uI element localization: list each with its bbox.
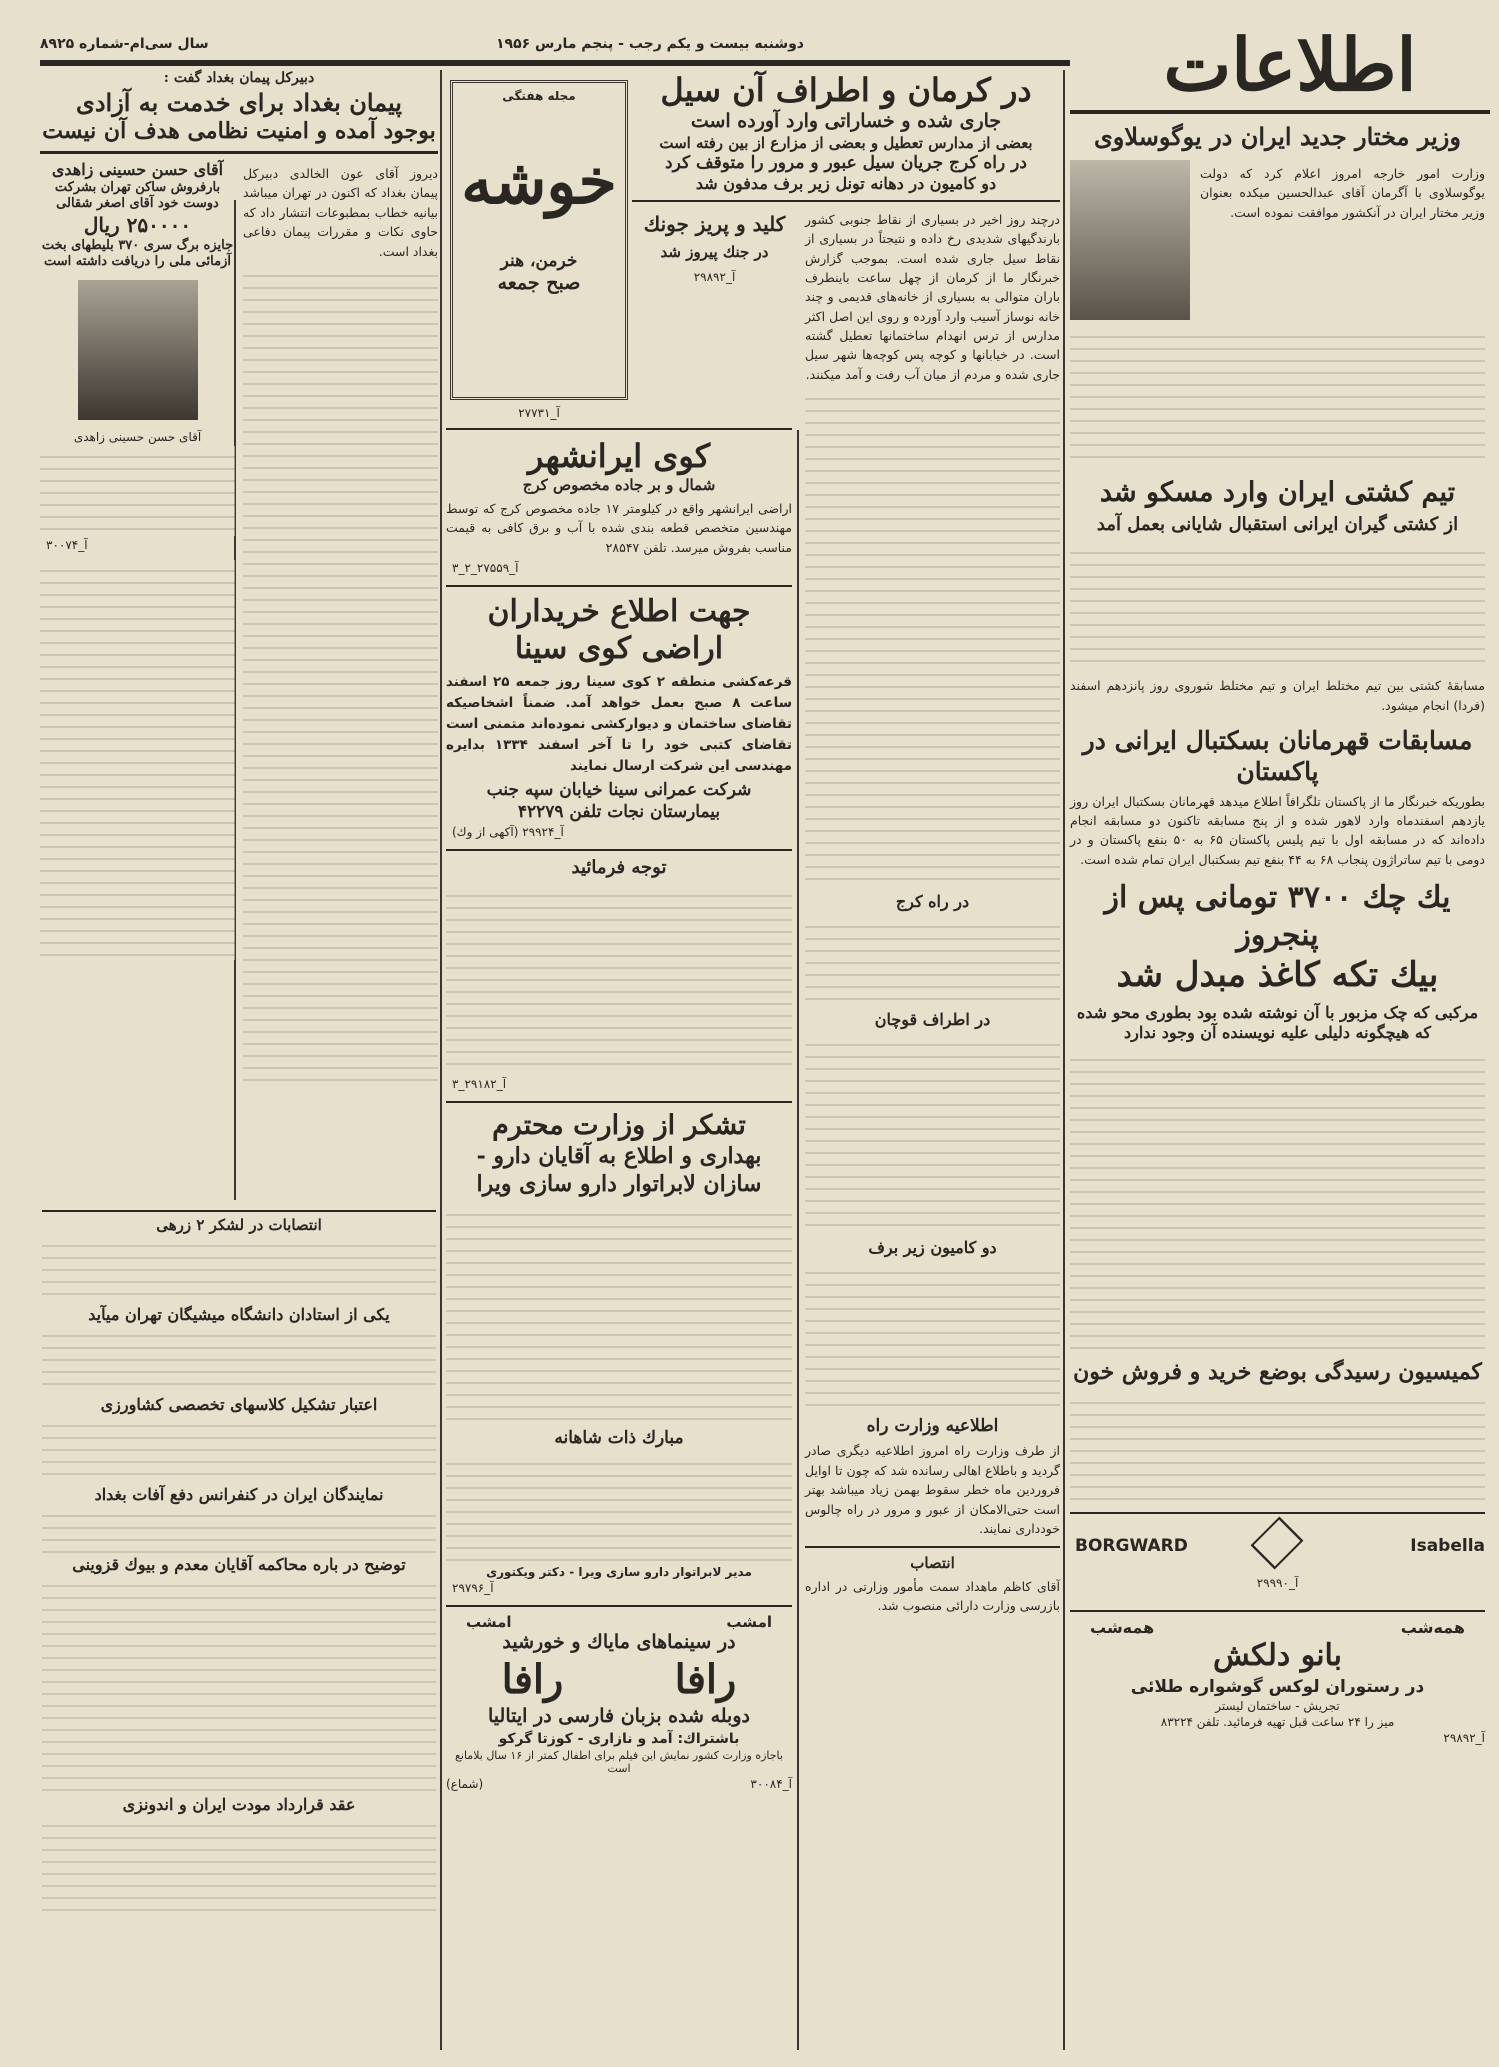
- article-body: بطوریکه خبرنگار ما از پاکستان تلگرافاً اطلاع میدهد قهرمانان بسکتبال ایران روز یازدهم اسفندماه وارد لاهور شده و از پنج مسابقه تاکنون دو مسابقه انجام داده‌اند که در مسابقه اول با تیم پلیس پاکستان ۶۵ به ۵۰ بنفع پاکستان و در دومی با تیم ساتراژون پنجاب ۶۸ به ۴۴ بنفع تیم بسکتبال ایران تمام شده است.: [1070, 793, 1485, 867]
- lottery-notice: [40, 160, 235, 1085]
- article-kerman-body: [805, 206, 1060, 1620]
- headline: کمیسیون رسیدگی بوضع خرید و فروش خون: [1073, 1358, 1482, 1385]
- khooshe-ad: [450, 80, 628, 400]
- section-heading: عقد قرارداد مودت ایران و اندونزی: [122, 1794, 356, 1814]
- ad-sub: شمال و بر جاده مخصوص کرج: [522, 476, 716, 494]
- article-yugoslavia: [1070, 122, 1485, 466]
- film-title: رافا: [501, 1656, 564, 1704]
- subheadline: در راه کرج جریان سیل عبور و مرور را متوقف کرد: [665, 152, 1027, 173]
- issue-number: سال سی‌ام-شماره ۸۹۲۵: [40, 36, 209, 52]
- ad-code: آ_۲۹۹۹۰: [1256, 1576, 1299, 1590]
- text-block-filler: [1070, 326, 1485, 466]
- headline: مسابقات قهرمانان بسکتبال ایرانی در پاکستان: [1082, 726, 1473, 787]
- kicker: دبیرکل پیمان بغداد گفت :: [163, 70, 315, 86]
- ad-company: شرکت عمرانی سینا خیابان سپه جنب: [486, 780, 752, 801]
- article-cheque: [1070, 879, 1485, 1349]
- masthead-logo: اطلاعات: [1163, 22, 1417, 107]
- column-divider: [1063, 70, 1065, 2050]
- film-title: رافا: [674, 1656, 737, 1704]
- ad-title: سازان لابراتوار دارو سازی ویرا: [476, 1170, 762, 1197]
- text-block-filler: [42, 1235, 436, 1305]
- every-night-label: همه‌شب: [1400, 1618, 1465, 1637]
- borgward-diamond-icon: [1251, 1517, 1304, 1570]
- text-block-filler: [40, 446, 235, 536]
- section-heading: انتصاب: [910, 1554, 955, 1573]
- ad-address: تجریش - ساختمان لیستر: [1215, 1698, 1340, 1713]
- sina-ad: [446, 585, 792, 839]
- headline: یك چك ۳۷۰۰ تومانی پس از پنجروز: [1104, 880, 1451, 953]
- ad-code: آ_۲۷۷۳۱: [518, 406, 560, 420]
- article-body: دیروز آقای عون الخالدی دبیرکل پیمان بغداد که اکنون در تهران میباشد بیانیه خطاب بمطبوعات انتشار داد که حاوی نکات و مقررات پیمان دفاعی بغداد است.: [243, 166, 438, 259]
- section-heading: دو کامیون زیر برف: [868, 1238, 997, 1258]
- article-baghdad: [40, 70, 438, 1085]
- ad-code: آ_۲۷۵۵۹_۲_۳: [452, 560, 519, 575]
- ad-code: آ_۳۰۰۸۴: [750, 1776, 792, 1791]
- section-heading: مبارك ذات شاهانه: [554, 1428, 684, 1449]
- ad-code: آ_۲۹۷۹۶: [452, 1581, 494, 1596]
- column-divider: [440, 70, 442, 2050]
- headline: بوجود آمده و امنیت نظامی هدف آن نیست: [42, 117, 436, 144]
- text-block-filler: [805, 1262, 1060, 1412]
- attention-ad: [446, 849, 792, 1092]
- text-block-filler: [805, 916, 1060, 1006]
- ad-phone: بیمارستان نجات تلفن ۴۲۲۷۹: [517, 801, 721, 822]
- text-block-filler: [805, 1034, 1060, 1234]
- ad-tag: مجله هفتگی: [502, 89, 576, 103]
- tonight-label: امشب: [466, 1613, 512, 1632]
- ad-line: صبح جمعه: [497, 271, 581, 294]
- section-heading: اطلاعیه وزارت راه: [866, 1416, 999, 1437]
- text-block-filler: [446, 1204, 792, 1424]
- borgward-ad: [1070, 1512, 1485, 1600]
- ad-code: آ_۳۰۰۷۴: [46, 538, 88, 552]
- ad-title: توجه فرمائید: [571, 856, 667, 878]
- subheadline: از کشتی گیران ایرانی استقبال شایانی بعمل آمد: [1096, 513, 1459, 535]
- section-heading: اعتبار تشکیل کلاسهای تخصصی کشاورزی: [100, 1394, 378, 1414]
- tonight-label: امشب: [726, 1613, 772, 1632]
- headline: در کرمان و اطراف آن سیل: [660, 71, 1032, 109]
- text-block-filler: [42, 1325, 436, 1395]
- borgward-logo-left: BORGWARD: [1075, 1536, 1188, 1556]
- ad-title: بانو دلکش: [1212, 1638, 1343, 1673]
- section-heading: در اطراف قوچان: [874, 1010, 991, 1030]
- ad-title: جهت اطلاع خریداران: [487, 593, 751, 629]
- text-block-filler: [446, 885, 792, 1075]
- ad-code: آ_۲۹۸۹۲: [693, 269, 736, 284]
- winner-sub: بارفروش ساکن تهران بشرکت دوست خود آقای اصغر شقالی: [54, 180, 221, 212]
- section-heading: در راه کرج: [895, 892, 970, 912]
- text-block-filler: [40, 560, 235, 960]
- center-ads-column: [446, 428, 792, 1791]
- portrait-photo: [1070, 160, 1190, 320]
- ad-cast: باشتراك: آمد و نازاری - کوزتا گرکو: [498, 1730, 740, 1747]
- winner-name: آقای حسن حسینی زاهدی: [51, 160, 224, 179]
- borgward-logo-right: Isabella: [1410, 1536, 1485, 1556]
- left-bottom-news: [42, 1210, 436, 1915]
- section-heading: یکی از استادان دانشگاه میشیگان تهران میآید: [88, 1304, 390, 1324]
- headline: پیمان بغداد برای خدمت به آزادی: [76, 87, 402, 117]
- text-block-filler: [243, 265, 438, 1085]
- ad-title: تشکر از وزارت محترم: [492, 1110, 746, 1142]
- prize-amount: ۲۵۰۰۰۰ ریال: [83, 212, 192, 237]
- every-night-label: همه‌شب: [1090, 1618, 1155, 1637]
- ad-title: اراضی کوی سینا: [514, 631, 724, 667]
- headline: وزیر مختار جدید ایران در یوگوسلاوی: [1094, 122, 1461, 151]
- article-basketball: [1070, 725, 1485, 869]
- text-block-filler: [42, 1505, 436, 1555]
- article-appointment: [805, 1546, 1060, 1616]
- text-block-filler: [1070, 542, 1485, 672]
- headline: بیك تكه كاغذ مبدل شد: [1116, 955, 1439, 995]
- text-block-filler: [42, 1415, 436, 1485]
- ad-line: خرمن، هنر: [500, 250, 578, 271]
- ad-note: میز را ۲۴ ساعت قبل تهیه فرمائید. تلفن ۸۳۲۲۴: [1160, 1714, 1395, 1729]
- photo-caption: آقای حسن حسینی زاهدی: [73, 430, 202, 444]
- winner-photo: [78, 280, 198, 420]
- article-body: وزارت امور خارجه امروز اعلام کرد که دولت یوگوسلاوی با آگرمان آقای عبدالحسین میکده بعنوان وزیر مختار ایران در آنکشور موافقت نموده است.: [1200, 166, 1485, 220]
- masthead-rule: [40, 60, 1070, 66]
- article-wrestling: [1070, 476, 1485, 715]
- article-body: درچند روز اخیر در بسیاری از نقاط جنوبی کشور بارندگیهای شدیدی رخ داده و نتیجتاً در بسیاری از نقاط سیل جاری شده است. بموجب گزارش خبرنگار ما از کرمان از چهل ساعت باینطرف باران متوالی به بسیاری از خانه‌های قدیمی و چند خانه نوساز آسیب وارد آورده و روی این اصل اکثر مدارس از ترس انهدام ساختمانها تعطیل گشته است. در خیابانها و کوچه پس کوچه‌ها شهر سیل جاری شده و مردم از میان آب رفت و آمد میکنند.: [805, 211, 1060, 382]
- ad-note: باجازه وزارت کشور نمایش این فیلم برای اطفال کمتر از ۱۶ سال بلامانع است: [455, 1748, 783, 1775]
- article-blood: [1070, 1359, 1485, 1503]
- ad-title: کوی ایرانشهر: [527, 437, 711, 475]
- ad-sub: در جنك پیروز شد: [660, 242, 769, 261]
- ad-body: اراضی ایرانشهر واقع در کیلومتر ۱۷ جاده مخصوص کرج که توسط مهندسین متخصص قطعه بندی شده با آب و برق کافی به قیمت مناسب بفروش میرسد. تلفن ۲۸۵۴۷: [446, 500, 792, 555]
- article-body: مسابقهٔ کشتی بین تیم مختلط ایران و تیم مختلط شوروی روز پانزدهم اسفند (فردا) انجام میشود.: [1070, 678, 1485, 713]
- restaurant-ad: [1070, 1610, 1485, 1745]
- article-body: از طرف وزارت راه امروز اطلاعیه دیگری صادر گردید و باطلاع اهالی رسانده شد که چون تا اوایل فروردین ماه خطر سقوط بهمن زیاد میباشد بهتر است حتی‌الامکان از عبور و مرور در راه چالوس خودداری نمایند.: [805, 1443, 1060, 1536]
- text-block-filler: [42, 1815, 436, 1915]
- ad-title: بهداری و اطلاع به آقایان دارو -: [476, 1143, 762, 1170]
- ad-code: آ_۲۹۱۸۲_۳: [452, 1077, 507, 1092]
- section-heading: توضیح در باره محاکمه آقایان معدم و بیوك قزوینی: [72, 1554, 406, 1574]
- text-block-filler: [1070, 1392, 1485, 1502]
- iranshahr-ad: [446, 428, 792, 575]
- ad-code: آ_۲۹۸۹۲: [1443, 1730, 1485, 1745]
- issue-date: دوشنبه بیست و یکم رجب - پنجم مارس ۱۹۵۶: [496, 36, 804, 52]
- text-block-filler: [446, 1453, 792, 1563]
- prize-text: جایزه برگ سری ۳۷۰ بلیطهای بخت آزمائی ملی را دریافت داشته است: [41, 237, 234, 269]
- subheadline: مرکبی که چک مزبور با آن نوشته شده بود بطوری محو شده که هیچگونه دلیلی علیه نویسنده آن وجود ندارد: [1076, 1002, 1479, 1042]
- ad-subtitle: در رستوران لوکس گوشواره طلائی: [1130, 1676, 1425, 1697]
- ad-venue: در سینماهای مایاك و خورشید: [502, 1631, 736, 1654]
- ad-body: قرعه‌کشی منطقه ۲ کوی سینا روز جمعه ۲۵ اسفند ساعت ۸ صبح بعمل خواهد آمد. ضمناً اشخاصیکه تقاضای ساختمان و دیوارکشی نموده‌اند متمنی است تقاضای کتبی خود را تا آخر اسفند ۱۳۳۴ بدایره مهندسی این شرکت ارسال نمایند: [446, 673, 793, 774]
- text-block-filler: [42, 1575, 436, 1795]
- ad-extra: (شماع): [446, 1776, 484, 1791]
- right-column: [1070, 122, 1485, 1747]
- subheadline: جاری شده و خساراتی وارد آورده است: [690, 110, 1002, 132]
- thanks-ad: [446, 1101, 792, 1595]
- ad-title: کلید و پریز جونك: [643, 211, 786, 236]
- text-block-filler: [1070, 1049, 1485, 1349]
- article-body: آقای کاظم ماهداد سمت مأمور وزارتی در اداره بازرسی وزارت دارائی منصوب شد.: [805, 1579, 1060, 1614]
- text-block-filler: [805, 388, 1060, 888]
- headline: تیم کشتی ایران وارد مسکو شد: [1099, 477, 1456, 508]
- subheadline: بعضی از مدارس تعطیل و بعضی از مزارع از بین رفته است: [659, 133, 1033, 152]
- article-baghdad-body: [243, 160, 438, 1085]
- cinema-ad: [446, 1605, 792, 1791]
- subheadline: دو کامیون در دهانه تونل زیر برف مدفون شد: [695, 173, 997, 193]
- masthead-rule-right: [1070, 110, 1490, 114]
- ad-code: آ_۲۹۹۲۴ (آکهی از وك): [452, 824, 564, 839]
- ad-title: خوشه: [461, 145, 617, 218]
- section-heading: نمایندگان ایران در کنفرانس دفع آفات بغداد: [94, 1484, 384, 1504]
- ad-signature: مدیر لابراتوار دارو سازی ویرا - دکتر ویکتوری: [486, 1565, 752, 1580]
- ad-sub: دوبله شده بزبان فارسی در ایتالیا: [488, 1705, 750, 1728]
- section-heading: انتصابات در لشکر ۲ زرهی: [156, 1216, 322, 1234]
